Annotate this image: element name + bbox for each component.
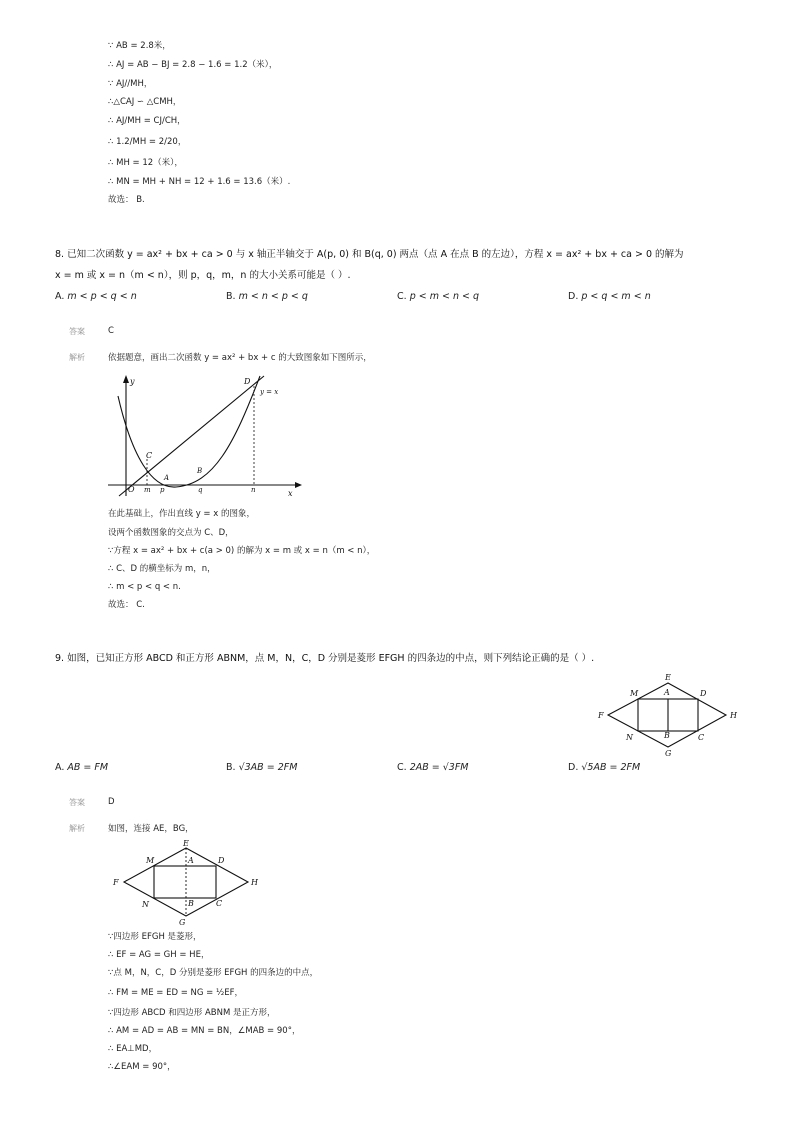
- line-label: y = x: [260, 388, 279, 396]
- analysis-line: ∵方程 x = ax² + bx + c(a > 0) 的解为 x = m 或 x = n（m < n），: [108, 546, 376, 556]
- label-h: H: [251, 878, 258, 887]
- label-f: F: [598, 711, 604, 720]
- label-m: M: [630, 689, 639, 698]
- option-text: p < m < n < q: [409, 291, 480, 302]
- analysis-line: 故选： C.: [108, 600, 145, 610]
- analysis-tag: 解析: [69, 824, 85, 833]
- analysis-line: ∴ FM = ME = ED = NG = ½EF，: [108, 988, 243, 998]
- analysis-intro: 如图，连接 AE，BG，: [108, 824, 194, 834]
- option-text: m < p < q < n: [67, 291, 137, 302]
- question-8-option-d[interactable]: [568, 291, 651, 302]
- label-m: M: [146, 856, 155, 865]
- label-e: E: [665, 673, 671, 682]
- label-c: C: [216, 899, 223, 908]
- parabola-graph: [104, 372, 310, 498]
- label-h: H: [730, 711, 737, 720]
- option-text: AB = FM: [67, 762, 109, 773]
- analysis-tag: 解析: [69, 353, 85, 362]
- point-c-label: C: [146, 451, 153, 460]
- y-axis-label: y: [130, 377, 135, 386]
- tick-q: q: [198, 486, 203, 494]
- label-e: E: [183, 839, 189, 848]
- question-9-stem: 9. 如图，已知正方形 ABCD 和正方形 ABNM，点 M，N，C，D 分别是菱形 EFGH 的四条边的中点，则下列结论正确的是（ ）.: [55, 653, 595, 664]
- label-d: D: [700, 689, 707, 698]
- y-axis-arrow-icon: [123, 375, 129, 383]
- prev-solution-line: ∴ AJ = AB − BJ = 2.8 − 1.6 = 1.2（米），: [108, 60, 278, 70]
- analysis-intro: 依据题意，画出二次函数 y = ax² + bx + c 的大致图象如下图所示，: [108, 353, 372, 363]
- analysis-line: ∵点 M，N，C，D 分别是菱形 EFGH 的四条边的中点，: [108, 968, 319, 978]
- tick-p: p: [160, 486, 165, 494]
- analysis-line: ∴ EA⊥MD，: [108, 1044, 158, 1054]
- analysis-line: 在此基础上，作出直线 y = x 的图象，: [108, 509, 255, 519]
- prev-solution-line: 故选： B.: [108, 195, 145, 205]
- label-g: G: [179, 918, 186, 926]
- option-text: 2AB = √3FM: [409, 762, 469, 773]
- point-a-label: A: [164, 474, 170, 482]
- rhombus-analysis-figure: [110, 838, 262, 926]
- option-label: B.: [226, 291, 236, 302]
- option-text: p < q < m < n: [581, 291, 651, 302]
- question-8-stem-line1: 8. 已知二次函数 y = ax² + bx + ca > 0 与 x 轴正半轴交于 A(p, 0) 和 B(q, 0) 两点（点 A 在点 B 的左边），方程 x = ax² + bx + ca > 0 的解为: [55, 249, 684, 260]
- question-8-option-c[interactable]: [397, 291, 479, 302]
- question-9-option-c[interactable]: [397, 762, 469, 773]
- tick-m: m: [144, 486, 151, 494]
- label-g: G: [665, 749, 672, 757]
- label-c: C: [698, 733, 705, 742]
- analysis-line: ∵四边形 ABCD 和四边形 ABNM 是正方形，: [108, 1008, 276, 1018]
- analysis-line: ∴ EF = AG = GH = HE，: [108, 950, 210, 960]
- analysis-line: ∴ C、D 的横坐标为 m，n，: [108, 564, 216, 574]
- prev-solution-line: ∵ AJ//MH，: [108, 79, 153, 89]
- option-text: √5AB = 2FM: [581, 762, 641, 773]
- point-d-label: D: [244, 377, 251, 386]
- tick-n: n: [251, 486, 256, 494]
- question-9-option-b[interactable]: [226, 762, 297, 773]
- answer-value: D: [108, 797, 115, 807]
- option-label: B.: [226, 762, 236, 773]
- label-b: B: [664, 731, 670, 740]
- line-y-equals-x: [119, 376, 264, 496]
- question-8-stem-line2: x = m 或 x = n（m < n），则 p，q，m，n 的大小关系可能是（ ）.: [55, 270, 351, 281]
- label-n: N: [142, 900, 149, 909]
- option-label: D.: [568, 762, 579, 773]
- prev-solution-line: ∵ AB = 2.8米，: [108, 41, 171, 51]
- parabola-curve: [118, 376, 260, 487]
- option-label: A.: [55, 291, 65, 302]
- prev-solution-line: ∴ 1.2/MH = 2/20，: [108, 137, 187, 147]
- x-axis-label: x: [288, 489, 293, 498]
- prev-solution-line: ∴ MN = MH + NH = 12 + 1.6 = 13.6（米）.: [108, 177, 291, 187]
- analysis-line: ∴ m < p < q < n.: [108, 582, 181, 592]
- question-9-option-a[interactable]: [55, 762, 108, 773]
- origin-label: O: [128, 485, 135, 494]
- answer-tag: 答案: [69, 327, 85, 336]
- label-f: F: [113, 878, 119, 887]
- option-label: A.: [55, 762, 65, 773]
- prev-solution-line: ∴△CAJ ∽ △CMH，: [108, 97, 182, 107]
- analysis-line: ∴ AM = AD = AB = MN = BN，∠MAB = 90°，: [108, 1026, 301, 1036]
- label-a: A: [188, 856, 194, 865]
- answer-tag: 答案: [69, 798, 85, 807]
- label-b: B: [188, 899, 194, 908]
- label-a: A: [664, 688, 670, 697]
- option-label: C.: [397, 762, 407, 773]
- point-b-label: B: [197, 467, 203, 475]
- rectangle-mncd: [154, 866, 216, 898]
- answer-value: C: [108, 326, 114, 336]
- label-d: D: [218, 856, 225, 865]
- question-8-option-a[interactable]: [55, 291, 137, 302]
- question-8-option-b[interactable]: [226, 291, 308, 302]
- x-axis-arrow-icon: [295, 482, 302, 488]
- analysis-line: ∴∠EAM = 90°，: [108, 1062, 176, 1072]
- option-label: D.: [568, 291, 579, 302]
- label-n: N: [626, 733, 633, 742]
- prev-solution-line: ∴ MH = 12（米），: [108, 158, 183, 168]
- analysis-line: ∵四边形 EFGH 是菱形，: [108, 932, 202, 942]
- analysis-line: 设两个函数图象的交点为 C、D，: [108, 528, 234, 538]
- question-9-option-d[interactable]: [568, 762, 640, 773]
- rhombus-figure: [594, 671, 744, 757]
- option-label: C.: [397, 291, 407, 302]
- option-text: √3AB = 2FM: [238, 762, 298, 773]
- option-text: m < n < p < q: [238, 291, 308, 302]
- prev-solution-line: ∴ AJ/MH = CJ/CH，: [108, 116, 186, 126]
